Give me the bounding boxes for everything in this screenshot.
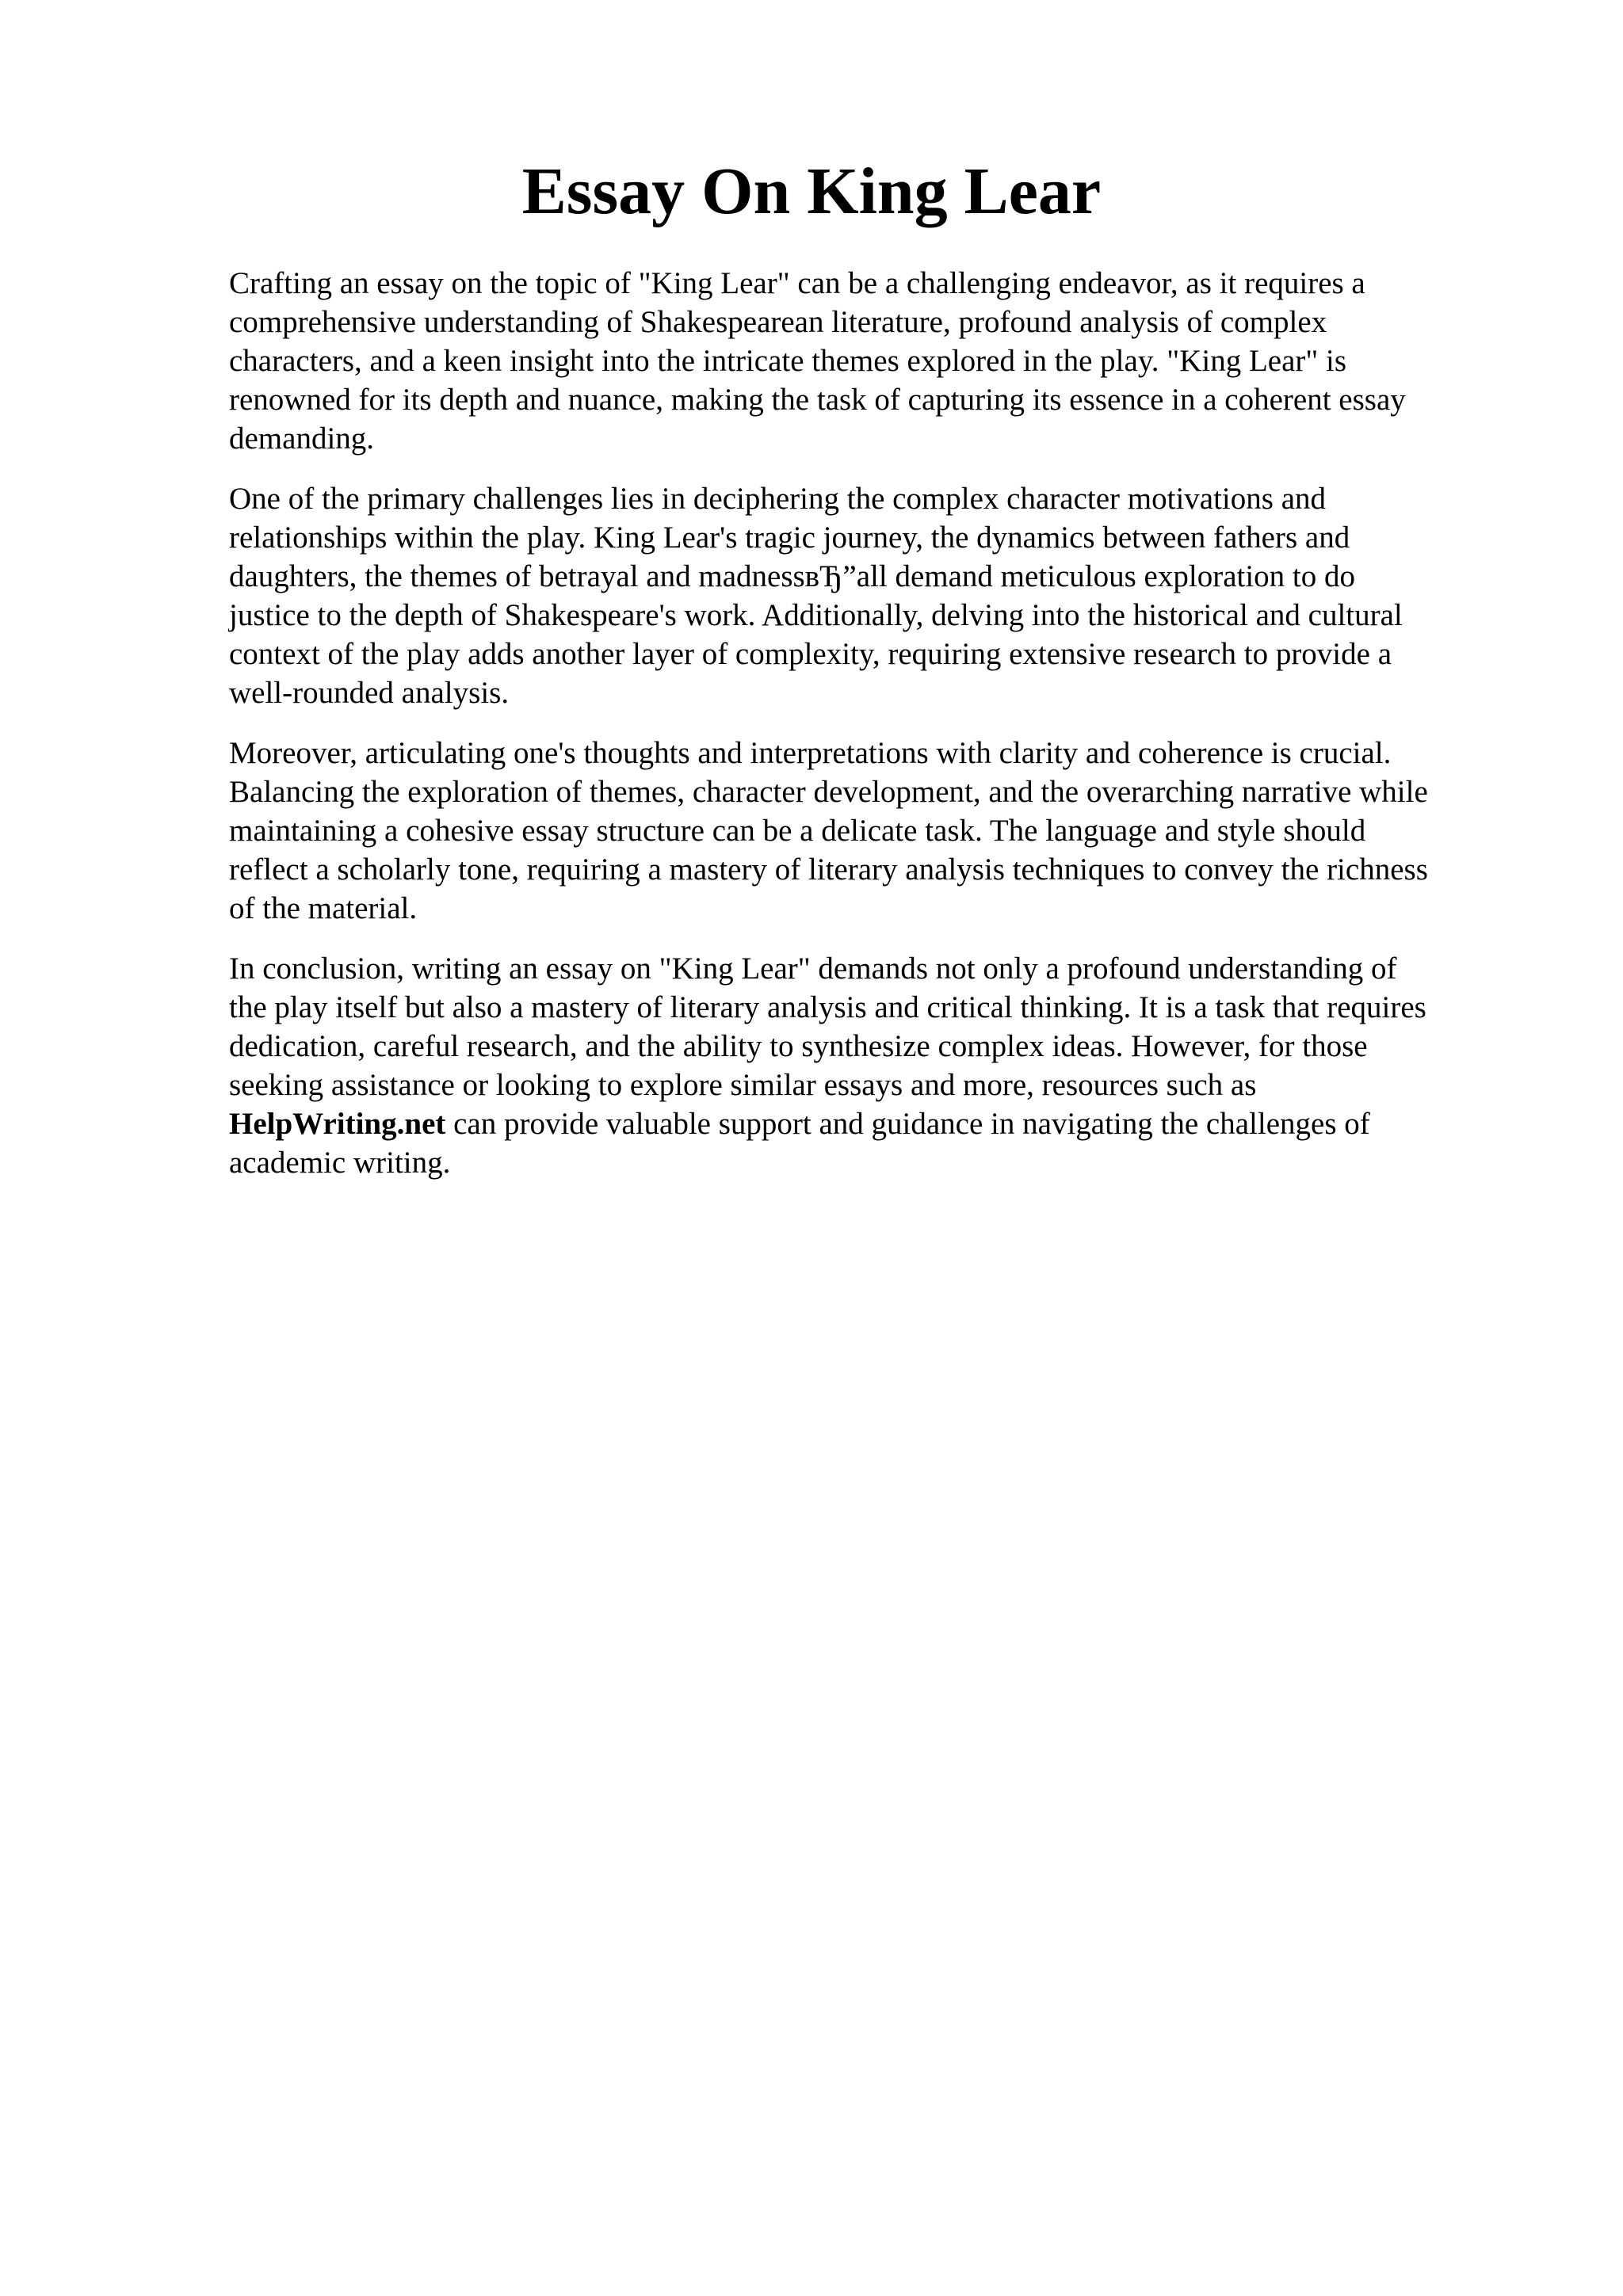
paragraph-challenges: One of the primary challenges lies in deciphering the complex character motivations and relationships within the play. King Lear's tragic journey, the dynamics between fathers and daughters, the themes of betrayal and madnessвЂ”all demand meticulous exploration to do justice to the depth of Shakespeare's work. Additionally, delving into the historical and cultural context of the play adds another layer of complexity, requiring extensive research to provide a well-rounded analysis. bbox=[229, 482, 1403, 710]
page-title: Essay On King Lear bbox=[521, 154, 1102, 228]
conclusion-text-before: In conclusion, writing an essay on "King Lear" demands not only a profound understanding of the play itself but also a mastery of literary analysis and critical thinking. It is a task that requires dedication, careful research, and the ability to synthesize complex ideas. However, for those seeking assistance or looking to explore similar essays and more, resources such as bbox=[229, 952, 1426, 1102]
paragraph-intro: Crafting an essay on the topic of "King Lear" can be a challenging endeavor, as it requires a comprehensive understanding of Shakespearean literature, profound analysis of complex characters, and a keen insight into the intricate themes explored in the play. "King Lear" is renowned for its depth and nuance, making the task of capturing its essence in a coherent essay demanding. bbox=[229, 266, 1406, 456]
paragraph-articulation: Moreover, articulating one's thoughts and interpretations with clarity and coherence is crucial. Balancing the exploration of themes, character development, and the overarching narrative while maintaining a cohesive essay structure can be a delicate task. The language and style should reflect a scholarly tone, requiring a mastery of literary analysis techniques to convey the richness of the material. bbox=[229, 736, 1428, 925]
paragraph-conclusion bbox=[229, 949, 1513, 1182]
conclusion-text-after: can provide valuable support and guidance in navigating the challenges of academic writing. bbox=[229, 1107, 1370, 1180]
essay-body bbox=[229, 264, 1513, 1203]
brand-name-text: HelpWriting.net bbox=[229, 1107, 446, 1141]
